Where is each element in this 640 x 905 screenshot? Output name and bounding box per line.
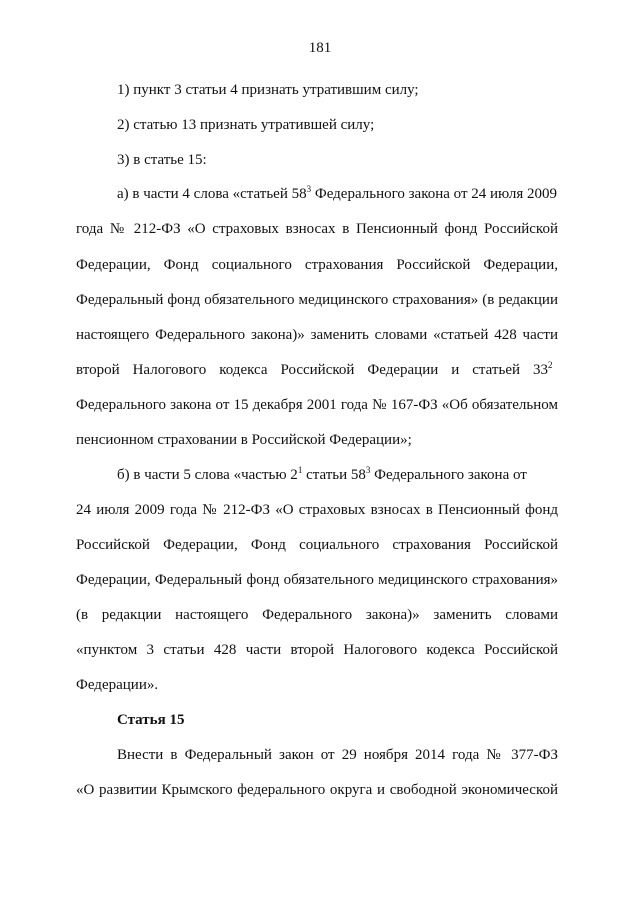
text-line: Федерации». (76, 677, 159, 693)
text-line (117, 184, 557, 204)
text-line: Федеральный фонд обязательного медицинского страхования» (в редакции (76, 292, 558, 308)
superscript: 3 (365, 465, 371, 475)
text-fragment: а) в части 4 слова «статьей 58 (117, 186, 307, 202)
superscript: 1 (297, 465, 303, 475)
text-line: Федерации, Фонд социального страхования Российской Федерации, (76, 257, 558, 273)
text-line: пенсионном страховании в Российской Федерации»; (76, 432, 412, 448)
text-line: Внести в Федеральный закон от 29 ноября 2014 года № 377-ФЗ (117, 747, 558, 763)
text-line: Российской Федерации, Фонд социального страхования Российской (76, 537, 558, 553)
text-fragment: Федерального закона от (370, 467, 527, 483)
text-line: 24 июля 2009 года № 212-ФЗ «О страховых взносах в Пенсионный фонд (76, 502, 558, 518)
superscript: 2 (548, 360, 553, 370)
text-line: 2) статью 13 признать утратившей силу; (117, 117, 375, 133)
text-fragment: статьи 58 (302, 467, 366, 483)
text-line: 1) пункт 3 статьи 4 признать утратившим силу; (117, 82, 419, 98)
page-number: 181 (308, 40, 332, 56)
text-line: «О развитии Крымского федерального округа и свободной экономической (76, 782, 558, 798)
text-line: настоящего Федерального закона)» заменить словами «статьей 428 части (76, 327, 558, 343)
superscript: 3 (306, 184, 312, 194)
text-line-inner (117, 465, 558, 485)
text-line: Федерации, Федеральный фонд обязательного медицинского страхования» (76, 572, 558, 588)
text-line: года № 212-ФЗ «О страховых взносах в Пенсионный фонд Российской (76, 221, 558, 237)
text-fragment: второй Налогового кодекса Российской Федерации и статьей 33 (76, 362, 548, 378)
article-heading: Статья 15 (117, 712, 185, 728)
text-line: «пунктом 3 статьи 428 части второй Налогового кодекса Российской (76, 642, 558, 658)
text-line: (в редакции настоящего Федерального закона)» заменить словами (76, 607, 558, 623)
text-fragment-group (117, 465, 527, 485)
text-line (117, 465, 558, 485)
text-line: 3) в статье 15: (117, 152, 207, 168)
text-fragment: б) в части 5 слова «частью 2 (117, 467, 298, 483)
text-line (76, 360, 558, 380)
text-line: Федерального закона от 15 декабря 2001 года № 167-ФЗ «Об обязательном (76, 397, 558, 413)
text-fragment: Федерального закона от 24 июля 2009 (311, 186, 558, 202)
